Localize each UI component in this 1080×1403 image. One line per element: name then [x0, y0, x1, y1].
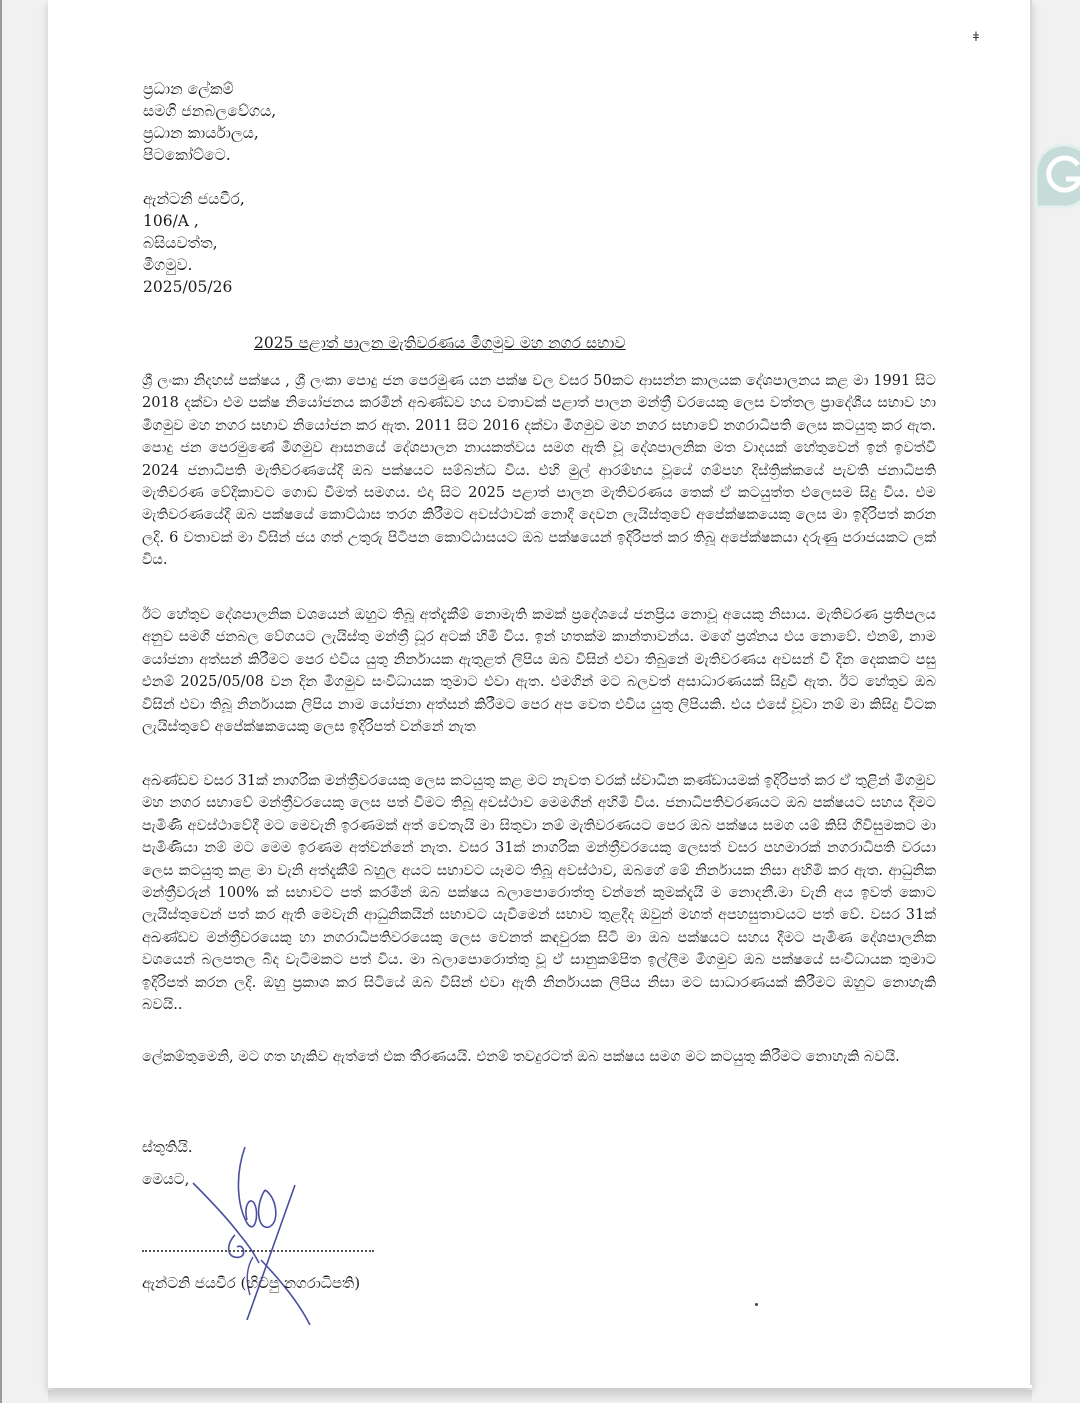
- sender-line: ඇන්ටනි ජයවීර,: [143, 190, 245, 208]
- sender-line: බසියවත්ත,: [143, 234, 218, 252]
- body-paragraph-2: ඊට හේතුව දේශපාලනික වශයෙන් ඔහුට තිබූ අත්දැකීම් නොමැති කමක් ප්‍රදේශයේ ජනප්‍රිය නොවූ අයෙකු නිසාය. මැතිවරණ ප්‍රතිපලය අනුව සමගි ජනබල වේගයට ලැයිස්තු මන්ත්‍රී ධූර අටක් හිමි විය. ඉන් හතක්ම කාන්තාවන්ය. මගේ ප්‍රශ්නය එය නොවේ. එනම්, නාම යෝජනා අත්සන් කිරීමට පෙර එවිය යුතු නිර්නායක ඇතුළත් ලිපිය ඔබ විසින් එවා තිබුනේ මැතිවරණය අවසන් වී දින දෙකකට පසු එනම් 2025/05/08 වන දින මීගමුව සංවිධායක තුමාට එවා ඇත. එමගින් මට බලවත් අසාධාරණයක් සිදුවී ඇත. ඊට හේතුව ඔබ විසින් එවා තිබූ නිර්නායක ලිපිය නාම යෝජනා අත්සන් කිරීමට පෙර අප වෙත එවිය යුතු ලිපියකි. එය එසේ වූවා නම් මා කිසිදු විටක ලැයිස්තුවේ අපේක්ෂකයෙකු ලෙස ඉදිරිපත් වන්නේ නැත: [142, 607, 936, 736]
- sender-line: මීගමුව.: [143, 256, 193, 274]
- sender-line: 106/A ,: [143, 212, 199, 230]
- signer-name: ඇන්ටනි ජයවීර (හිටපු නගරාධිපති): [142, 1274, 361, 1292]
- sender-address: [143, 188, 245, 298]
- stray-mark: [755, 1303, 758, 1306]
- recipient-address: [143, 78, 276, 166]
- body-paragraph-1: ශ්‍රී ලංකා නිදහස් පක්ෂය , ශ්‍රී ලංකා පොදු ජන පෙරමුණ යන පක්ෂ වල වසර 50කට ආසන්න කාලයක දේශපාලනය කළ මා 1991 සිට 2018 දක්වා එම පක්ෂ නියෝජනය කරමින් අඛණ්ඩව හය වතාවක් පළාත් පාලන මන්ත්‍රී වරයෙකු ලෙස වත්තල ප්‍රාදේශීය සභාව හා මීගමුව මහ නගර සභාව නියෝජන කර ඇත. 2011 සිට 2016 දක්වා මීගමුව මහ නගර සභාවේ නගරාධිපති ලෙස කටයුතු කර ඇත. පොදු ජන පෙරමුණේ මීගමුව ආසනයේ දේශපාලන නායකත්වය සමග ඇති වූ දේශපාලනික මත වාදයක් හේතුවෙන් ඉන් ඉවත්වී 2024 ජනාධිපති මැතිවරණයේදී ඔබ පක්ෂයට සම්බන්ධ විය. එහි මුල් ආරම්භය වූයේ ගම්පහ දිස්ත්‍රික්කයේ පැවති ජනාධිපති මැතිවරණ වේදිකාවට ගොඩ වීමත් සමගය. එදා සිට 2025 පළාත් පාලන මැතිවරණය තෙක් ඒ කටයුත්ත එලෙසම සිදු විය. එම මැතිවරණයේදී ඔබ පක්ෂයේ කොට්ඨාස තරග කිරීමට අවස්ථාවක් නොදී දෙවන ලැයිස්තුවේ අපේක්ෂකයෙකු ලෙස මා ඉදිරිපත් කරන ලදි. 6 වතාවක් මා විසින් ජය ගත් උතුරු පිටිපන කොට්ඨාසයට ඔබ පක්ෂයෙන් ඉදිරිපත් කර තිබූ අපේක්ෂකයා දරුණු පරාජයකට ලක් විය.: [142, 373, 936, 569]
- corner-mark: ǂ: [973, 30, 979, 45]
- recipient-line: සමගි ජනබලවේගය,: [143, 102, 277, 120]
- recipient-line: ප්‍රධාන කාර්යාලය,: [143, 124, 259, 142]
- viewer-left-border: [0, 0, 2, 1403]
- letter-subject: 2025 පළාත් පාලන මැතිවරණය මීගමුව මහ නගර සභාව: [254, 334, 626, 352]
- page-right-edge: [1030, 0, 1032, 1385]
- g-badge-icon[interactable]: [1034, 143, 1080, 209]
- recipient-line: ප්‍රධාන ලේකම්: [143, 80, 234, 98]
- handwritten-signature: [185, 1135, 345, 1325]
- closing-regards: මෙයට,: [142, 1170, 190, 1188]
- letter-date: 2025/05/26: [143, 278, 233, 296]
- closing-thanks: ස්තුතියි.: [142, 1138, 193, 1156]
- body-paragraph-3: අඛණ්ඩව වසර 31ක් නාගරික මන්ත්‍රීවරයෙකු ලෙස කටයුතු කළ මට නැවත වරක් ස්වාධීන කණ්ඩායමක් ඉදිරිපත් කර ඒ තුළින් මීගමුව මහ නගර සභාවේ මන්ත්‍රීවරයෙකු ලෙස පත් වීමට තිබූ අවස්ථාව මෙමගින් අහිමි විය. ජනාධිපතිවරණයට ඔබ පක්ෂයට සහය දීමට පැමිණි අවස්ථාවේදී මට මෙවැනි ඉරණමක් අත් වෙතැයි මා සිතුවා නම් මැතිවරණයට පෙර ඔබ පක්ෂය සමග යම් කිසි ගිවිසුමකට මා පැමිණියා නම් මට මෙම ඉරණම අත්වන්නේ නැත. වසර 31ක් නාගරික මන්ත්‍රීවරයෙකු ලෙසත් වසර පහමාරක් නගරාධිපති වරයා ලෙස කටයුතු කළ මා වැනි අත්දැකීම් බහුල අයට සභාවට යෑමට තිබූ අවස්ථාව, ඔබගේ මේ නිර්නායක නිසා අහිමි කර ඇත. ආධුනික මන්ත්‍රීවරුන් 100% ක් සභාවට පත් කරමින් ඔබ පක්ෂය බලාපොරොත්තු වන්නේ කුමක්දැයි ම නොදනී.මා වැනි අය ඉවත් කොට ලැයිස්තුවෙන් පත් කර ඇති මෙවැනි ආධුනිකයින් සභාවට යැවීමෙන් සභාව තුළදීද ඔවුන් මහත් අපහසුතාවයට පත් වේ. වසර 31ක් අඛණ්ඩව මන්ත්‍රීවරයෙකු හා නගරාධිපතිවරයෙකු ලෙස වෙනත් කඳවුරක සිටි මා ඔබ පක්ෂයට සහය දීමට පැමිණ දේශපාලනික වශයෙන් බලපතල බිද වැටීමකට පත් විය. මා බලාපොරොත්තු වූ ඒ සානුකම්පිත ඉල්ලීම මීගමුව ඔබ පක්ෂයේ සංවිධායක තුමාට ඉදිරිපත් කරන ලදි. ඔහු ප්‍රකාශ කර සිටියේ ඔබ විසින් එවා ඇති නිර්නායක ලිපිය නිසා මට සාධාරණයක් කිරීමට ඔහුට නොහැකි බවයි..: [142, 773, 936, 1014]
- signature-line: [142, 1250, 374, 1252]
- body-paragraph-4: ලේකම්තුමෙනි, මට ගත හැකිව ඇත්තේ එක තීරණයයි. එනම් තවදුරටත් ඔබ පක්ෂය සමග මට කටයුතු කිරීමට නොහැකි බවයි.: [142, 1049, 900, 1065]
- recipient-line: පිටකෝට්ටෙ.: [143, 146, 231, 164]
- page-shadow: [48, 1390, 1032, 1403]
